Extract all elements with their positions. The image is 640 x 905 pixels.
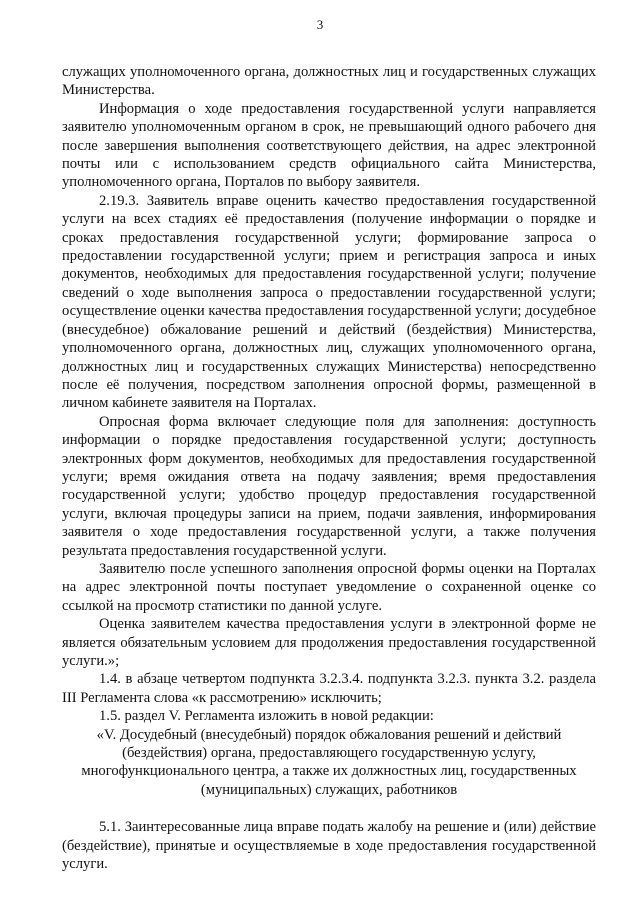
paragraph-notification: Заявителю после успешного заполнения опросной формы оценки на Порталах на адрес электронной почты поступает уведомление о сохраненной оценке со ссылкой на просмотр статистики по данной услуге. xyxy=(62,560,596,614)
paragraph-continuation: служащих уполномоченного органа, должностных лиц и государственных служащих Министерства. xyxy=(62,64,596,99)
paragraph-2-19-3: 2.19.3. Заявитель вправе оценить качество предоставления государственной услуги на всех стадиях её предоставления (получение информации о порядке и сроках предоставления государственной услуги; формирование запроса о предоставлении государственной услуги; прием и регистрация запроса и иных документов, необходимых для предоставления государственной услуги; получение сведений о ходе выполнения запроса о предоставлении государственной услуги; осуществление оценки качества предоставления государственной услуги; досудебное (внесудебное) обжалование решений и действий (бездействия) Министерства, уполномоченного органа, должностных лиц, служащих уполномоченного органа, должностных лиц и государственных служащих Министерства) непосредственно после её получения, посредством заполнения опросной формы, размещенной в личном кабинете заявителя на Порталах. xyxy=(62,192,596,412)
paragraph-1-5: 1.5. раздел V. Регламента изложить в новой редакции: xyxy=(99,708,434,725)
paragraph-survey-form: Опросная форма включает следующие поля для заполнения: доступность информации о порядке предоставления государственной услуги; доступность электронных форм документов, необходимых для предоставления государственной услуги; время ожидания ответа на подачу заявления; время предоставления государственной услуги; удобство процедур предоставления государственной услуги, включая процедуры записи на прием, подачи заявления, информирования заявителя о ходе предоставления государственной услуги, а также получения результата предоставления государственной услуги. xyxy=(62,413,596,559)
paragraph-1-4: 1.4. в абзаце четвертом подпункта 3.2.3.4. подпункта 3.2.3. пункта 3.2. раздела III Регламента слова «к рассмотрению» исключить; xyxy=(62,671,596,706)
paragraph-evaluation: Оценка заявителем качества предоставления услуги в электронной форме не является обязательным условием для продолжения предоставления государственной услуги.»; xyxy=(62,616,596,669)
paragraph-information: Информация о ходе предоставления государственной услуги направляется заявителю уполномоченным органом в срок, не превышающий одного рабочего дня после завершения выполнения соответствующего действия, на адрес электронной почты или с использованием средств официального сайта Министерства, уполномоченного органа, Порталов по выбору заявителя. xyxy=(62,100,596,191)
section-v-heading: «V. Досудебный (внесудебный) порядок обжалования решений и действий (бездействия) органа, предоставляющего государственную услугу, многофункционального центра, а также их должностных лиц, государственных (муниципальных) служащих, работников xyxy=(81,726,577,798)
paragraph-5-1: 5.1. Заинтересованные лица вправе подать жалобу на решение и (или) действие (бездействие), принятые и осуществляемые в ходе предоставления государственной услуги. xyxy=(62,819,596,873)
document-body xyxy=(62,63,596,873)
page-number: 3 xyxy=(316,17,324,32)
